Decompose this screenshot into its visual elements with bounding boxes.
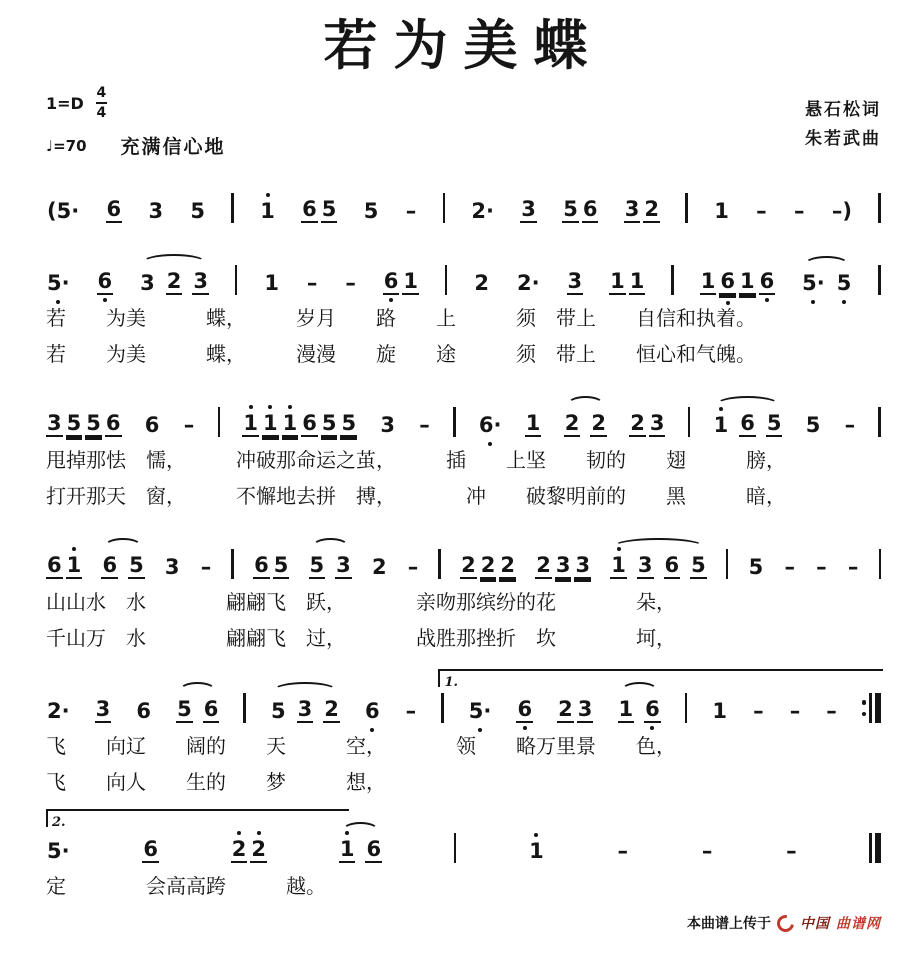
final-barline xyxy=(869,833,881,863)
note: – xyxy=(753,698,764,723)
note: 3 xyxy=(577,698,594,724)
barline xyxy=(453,407,456,437)
note: – xyxy=(407,554,419,579)
note: 5 xyxy=(176,698,193,724)
note: 6 xyxy=(365,838,382,864)
lyrics-line: 山山水 水 翩翩飞 跃， 亲吻那缤纷的花 朵， xyxy=(46,590,676,615)
lyrics-line: 若 为美 蝶， 漫漫 旋 途 须 带上 恒心和气魄。 xyxy=(46,342,756,367)
lyricist-credit: 悬石松词 xyxy=(805,100,881,121)
note: 3 xyxy=(192,270,209,296)
music-line xyxy=(46,191,881,223)
note: 1 xyxy=(525,412,542,438)
repeat-dot xyxy=(862,700,867,705)
note: – xyxy=(793,198,805,223)
barline xyxy=(869,833,872,863)
note: 3 xyxy=(567,270,584,296)
note: 3 xyxy=(148,198,164,223)
barline xyxy=(445,265,448,295)
note: 1 xyxy=(700,270,717,296)
note: – xyxy=(756,198,767,223)
note: 6 xyxy=(383,270,400,296)
note: 2 xyxy=(590,412,607,438)
note: 6 xyxy=(719,270,736,296)
beam-group xyxy=(46,554,82,580)
note: 5 xyxy=(321,198,338,224)
slur-group xyxy=(139,270,209,296)
slur-group xyxy=(176,698,219,724)
note: 6 xyxy=(203,698,220,724)
note: 6 xyxy=(301,198,318,224)
note: 5 xyxy=(273,554,290,580)
note: 5 xyxy=(66,412,83,438)
note: 5· xyxy=(468,698,492,723)
beam-group xyxy=(253,554,289,580)
note: 6 xyxy=(364,698,380,723)
slur-group xyxy=(309,554,352,580)
score xyxy=(46,169,881,899)
fraction-line xyxy=(96,102,107,104)
note: –) xyxy=(831,198,852,223)
note: 5· xyxy=(802,270,825,295)
note: 2 xyxy=(250,838,267,864)
note: 1 xyxy=(262,412,279,438)
beam-group xyxy=(383,270,419,296)
beam-group xyxy=(301,198,337,224)
note: 1 xyxy=(714,198,729,223)
note: – xyxy=(345,270,356,295)
note: – xyxy=(183,412,195,437)
lyrics-line: 飞 向人 生的 梦 想， xyxy=(46,770,386,795)
barline xyxy=(218,407,221,437)
note: 1 xyxy=(610,554,627,580)
key-signature xyxy=(46,86,226,120)
barline xyxy=(879,549,882,579)
lyrics-line: 飞 向辽 阔的 天 空， 领 略万里景 色， xyxy=(46,734,676,759)
volta-bracket xyxy=(46,809,349,831)
note: 2 xyxy=(371,554,387,579)
volta-bracket xyxy=(438,669,883,691)
note: 5 xyxy=(190,198,206,223)
note: 3 xyxy=(95,698,112,724)
note: 1 xyxy=(264,270,279,295)
note: 1 xyxy=(260,198,275,223)
upload-text: 本曲谱上传于 xyxy=(687,916,771,933)
note: 5· xyxy=(47,838,70,863)
slur-group xyxy=(801,272,852,296)
slur-group xyxy=(618,698,661,724)
note: 6 xyxy=(136,698,151,723)
note: (5· xyxy=(47,198,80,223)
note: – xyxy=(617,838,629,863)
music-line xyxy=(46,547,881,579)
note: 3 xyxy=(520,198,537,224)
note: 1 xyxy=(66,554,83,580)
barline xyxy=(878,407,881,437)
note: 6 xyxy=(142,838,159,864)
note: – xyxy=(701,838,713,863)
note: 5 xyxy=(128,554,145,580)
footer xyxy=(46,913,881,933)
repeat-dot xyxy=(862,712,867,717)
note: 6 xyxy=(582,198,599,224)
expression-text: 充满信心地 xyxy=(120,136,226,159)
repeat-dots xyxy=(862,700,867,716)
barline xyxy=(231,549,234,579)
note: 6 xyxy=(516,698,533,724)
note: 3 xyxy=(380,412,395,437)
slur-group xyxy=(339,838,382,864)
beam-group xyxy=(609,270,645,296)
system-3 xyxy=(46,383,881,509)
key-label: 1=D xyxy=(46,93,84,113)
beam-group xyxy=(624,198,660,224)
note: 5· xyxy=(47,270,70,295)
time-signature xyxy=(96,86,107,120)
repeat-end-barline xyxy=(862,693,881,723)
note: 2 xyxy=(629,412,646,438)
note: – xyxy=(789,698,801,723)
note: 2 xyxy=(323,698,340,724)
lyrics-line: 若 为美 蝶， 岁月 路 上 须 带上 自信和执着。 xyxy=(46,306,756,331)
note: 6 xyxy=(664,554,681,580)
barline xyxy=(726,549,729,579)
barline xyxy=(454,833,457,863)
system-4 xyxy=(46,525,881,651)
slur-group xyxy=(270,698,340,724)
barline xyxy=(869,693,872,723)
note: 5 xyxy=(85,412,102,438)
beam-group xyxy=(46,412,122,438)
barline xyxy=(878,265,881,295)
note: 6 xyxy=(105,412,122,438)
system-6 xyxy=(46,809,881,899)
note: 2 xyxy=(166,270,183,296)
note: 1 xyxy=(713,412,729,437)
note: 2· xyxy=(516,270,540,295)
beam-group xyxy=(629,412,665,438)
barline xyxy=(878,193,881,223)
barline xyxy=(443,193,446,223)
note: 1 xyxy=(609,270,626,296)
note: 1 xyxy=(339,838,356,864)
volta-label: 2. xyxy=(52,815,66,831)
note: 2 xyxy=(535,554,552,580)
note: 5 xyxy=(836,270,852,295)
note: 1 xyxy=(739,270,756,296)
note: 6 xyxy=(101,554,118,580)
note: 3 xyxy=(637,554,654,580)
meter-denominator: 4 xyxy=(96,105,107,122)
note: 3 xyxy=(46,412,63,438)
note: 5 xyxy=(748,554,764,579)
beam-group xyxy=(562,198,598,224)
note: – xyxy=(816,554,827,579)
note: 2 xyxy=(231,838,248,864)
note: 5 xyxy=(363,198,379,223)
beam-group xyxy=(700,270,776,296)
note: 3 xyxy=(555,554,572,580)
note: 5 xyxy=(562,198,579,224)
volta-label: 1. xyxy=(444,675,459,691)
music-line xyxy=(46,263,881,295)
note: 1 xyxy=(712,698,728,723)
slur-group xyxy=(610,554,707,580)
note: – xyxy=(847,554,859,579)
note: 2 xyxy=(557,698,574,724)
note: 1 xyxy=(618,698,635,724)
barline xyxy=(441,693,444,723)
note: 3 xyxy=(140,270,155,295)
note: 6 xyxy=(97,270,114,296)
note: 2 xyxy=(643,198,660,224)
note: – xyxy=(306,270,318,295)
site-name-prefix: 中国 xyxy=(800,916,830,933)
note: 5 xyxy=(309,554,326,580)
lyrics-line: 千山万 水 翩翩飞 过， 战胜那挫折 坎 坷， xyxy=(46,626,676,651)
barline xyxy=(438,549,441,579)
barline xyxy=(688,407,691,437)
barline xyxy=(875,693,881,723)
note: 2 xyxy=(460,554,477,580)
beam-group xyxy=(242,412,357,438)
barline xyxy=(685,693,688,723)
note: 6 xyxy=(644,698,661,724)
note: 2 xyxy=(499,554,516,580)
note: 3 xyxy=(574,554,591,580)
note: 1 xyxy=(402,270,419,296)
site-name-suffix: 曲谱网 xyxy=(836,916,881,933)
note: 5 xyxy=(766,412,783,438)
barline xyxy=(875,833,881,863)
key-tempo-block xyxy=(46,86,226,159)
note: 6 xyxy=(253,554,270,580)
note: – xyxy=(826,698,837,723)
note: – xyxy=(844,412,856,437)
system-2 xyxy=(46,241,881,367)
slur-group xyxy=(101,554,144,580)
tempo-marking: ♩=70 xyxy=(46,136,87,155)
credits-block xyxy=(805,96,881,154)
barline xyxy=(671,265,674,295)
note: – xyxy=(405,698,417,723)
tempo-row xyxy=(46,132,226,159)
note: 2 xyxy=(480,554,497,580)
note: – xyxy=(419,412,430,437)
note: – xyxy=(405,198,417,223)
barline xyxy=(685,193,688,223)
song-title: 若为美蝶 xyxy=(323,13,604,77)
note: 5 xyxy=(321,412,338,438)
music-line xyxy=(46,405,881,437)
note: 2 xyxy=(474,270,490,295)
beam-group xyxy=(460,554,516,580)
barline xyxy=(243,693,246,723)
note: 3 xyxy=(624,198,641,224)
beam-group xyxy=(557,698,593,724)
lyrics-line: 甩掉那怯 懦， 冲破那命运之茧， 插 上坚 韧的 翅 膀， xyxy=(46,448,786,473)
note: 6· xyxy=(478,412,502,437)
beam-group xyxy=(231,838,267,864)
note: 3 xyxy=(164,554,180,579)
note: 3 xyxy=(649,412,666,438)
note: 2· xyxy=(471,198,494,223)
note: 1 xyxy=(529,838,544,863)
note: 3 xyxy=(297,698,314,724)
note: – xyxy=(784,554,795,579)
note: – xyxy=(786,838,797,863)
note: 5 xyxy=(340,412,357,438)
slur-group xyxy=(564,412,607,438)
note: 1 xyxy=(242,412,259,438)
music-line xyxy=(46,691,881,723)
lyrics-line: 打开那天 窗， 不懈地去拼 搏， 冲 破黎明前的 黑 暗， xyxy=(46,484,786,509)
note: 5 xyxy=(270,698,286,723)
note: 6 xyxy=(759,270,776,296)
score-header xyxy=(46,86,881,159)
beam-group xyxy=(535,554,591,580)
slur-group xyxy=(713,412,783,438)
note: – xyxy=(200,554,212,579)
note: 3 xyxy=(335,554,352,580)
note: 6 xyxy=(46,554,63,580)
barline xyxy=(235,265,238,295)
note: 1 xyxy=(282,412,299,438)
meter-numerator: 4 xyxy=(96,85,107,102)
note: 5 xyxy=(805,412,821,437)
note: 6 xyxy=(106,198,123,224)
composer-credit: 朱若武曲 xyxy=(805,128,881,149)
note: 2 xyxy=(564,412,581,438)
note: 6 xyxy=(301,412,318,438)
note: 6 xyxy=(144,412,160,437)
barline xyxy=(231,193,234,223)
system-1 xyxy=(46,169,881,223)
note: 2· xyxy=(47,698,70,723)
music-line xyxy=(46,831,881,863)
system-5 xyxy=(46,669,881,795)
qupu-logo-icon xyxy=(774,911,798,935)
note: 6 xyxy=(739,412,756,438)
note: 5 xyxy=(690,554,707,580)
note: 1 xyxy=(629,270,646,296)
lyrics-line: 定 会高高跨 越。 xyxy=(46,874,326,899)
